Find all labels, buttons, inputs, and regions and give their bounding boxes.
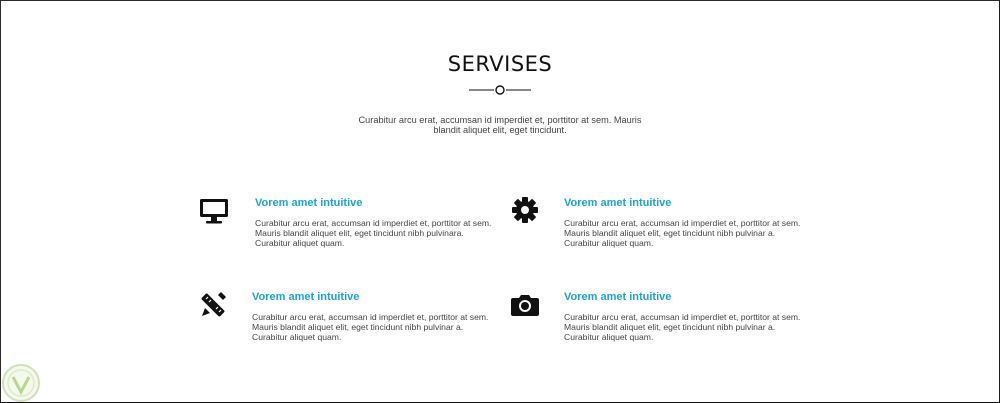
section-title: SERVISES xyxy=(447,52,553,76)
service-description: Curabitur arcu erat, accumsan id imperdiet et, porttitor at sem. Mauris blandit aliquet elit, eget tincidunt nibh pulvinar a. Curabitur aliquet quam. xyxy=(564,312,801,342)
title-divider xyxy=(469,84,531,96)
gear-icon xyxy=(509,194,541,226)
service-description: Curabitur arcu erat, accumsan id imperdiet et, porttitor at sem. Mauris blandit aliquet elit, eget tincidunt nibh pulvinar a. Curabitur aliquet quam. xyxy=(564,218,801,248)
watermark-logo xyxy=(0,362,42,403)
service-heading[interactable]: Vorem amet intuitive xyxy=(564,197,672,209)
service-heading[interactable]: Vorem amet intuitive xyxy=(252,291,360,303)
section-intro: Curabitur arcu erat, accumsan id imperdiet et, porttitor at sem. Mauris blandit aliquet elit, eget tincidunt. xyxy=(358,115,642,135)
pencil-ruler-icon xyxy=(197,289,229,321)
service-description: Curabitur arcu erat, accumsan id imperdiet et, porttitor at sem. Mauris blandit aliquet elit, eget tincidunt nibh pulvinara. Curabitur aliquet quam. xyxy=(255,218,492,248)
service-description: Curabitur arcu erat, accumsan id imperdiet et, porttitor at sem. Mauris blandit aliquet elit, eget tincidunt nibh pulvinar a. Curabitur aliquet quam. xyxy=(252,312,489,342)
service-heading[interactable]: Vorem amet intuitive xyxy=(255,197,363,209)
camera-icon xyxy=(509,289,541,321)
monitor-icon xyxy=(198,196,230,228)
service-heading[interactable]: Vorem amet intuitive xyxy=(564,291,672,303)
